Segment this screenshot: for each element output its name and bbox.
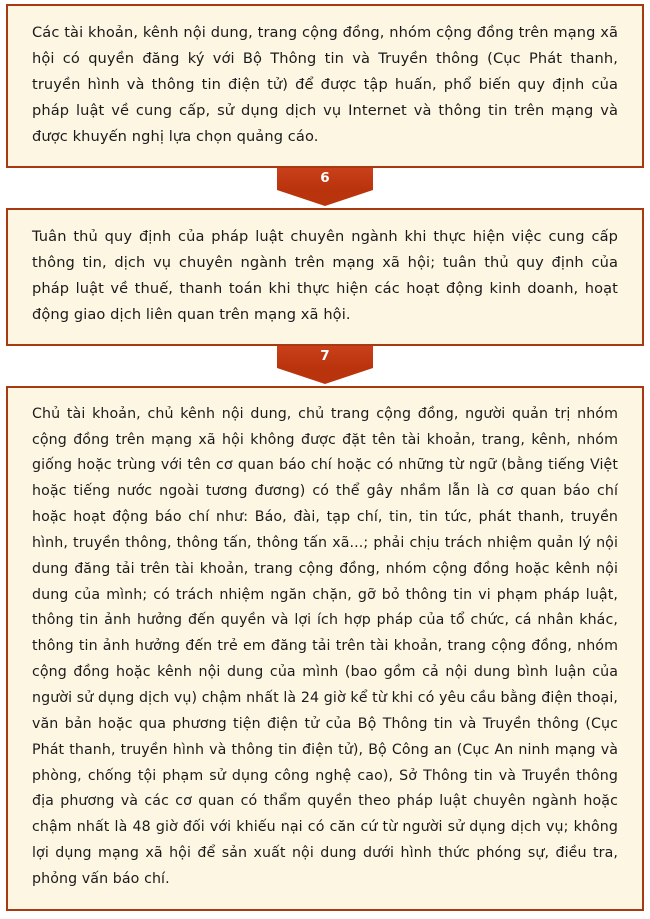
connector-label-7: 7 <box>320 347 330 364</box>
down-arrow-icon <box>277 168 373 206</box>
arrow-tip <box>277 190 373 206</box>
flow-node-7-text: Chủ tài khoản, chủ kênh nội dung, chủ trang cộng đồng, người quản trị nhóm cộng đồng trên mạng xã hội không được đặt tên tài khoản, trang, kênh, nhóm giống hoặc trùng với tên cơ quan báo chí hoặc có những từ ngữ (bằng tiếng Việt hoặc tiếng nước ngoài tương đương) có thể gây nhầm lẫn là cơ quan báo chí hoặc hoạt động báo chí như: Báo, đài, tạp chí, tin, tin tức, phát thanh, truyền hình, truyền thông, thông tấn, thông tấn xã...; phải chịu trách nhiệm quản lý nội dung đăng tải trên tài khoản, trang cộng đồng, nhóm cộng đồng hoặc kênh nội dung của mình; có trách nhiệm ngăn chặn, gỡ bỏ thông tin vi phạm pháp luật, thông tin ảnh hưởng đến quyền và lợi ích hợp pháp của tổ chức, cá nhân khác, thông tin ảnh hưởng đến trẻ em đăng tải trên tài khoản, trang cộng đồng, nhóm cộng đồng hoặc kênh nội dung của mình (bao gồm cả nội dung bình luận của người sử dụng dịch vụ) chậm nhất là 24 giờ kể từ khi có yêu cầu bằng điện thoại, văn bản hoặc qua phương tiện điện tử của Bộ Thông tin và Truyền thông (Cục Phát thanh, truyền hình và thông tin điện tử), Bộ Công an (Cục An ninh mạng và phòng, chống tội phạm sử dụng công nghệ cao), Sở Thông tin và Truyền thông địa phương và các cơ quan có thẩm quyền theo pháp luật chuyên ngành hoặc chậm nhất là 48 giờ đối với khiếu nại có căn cứ từ người sử dụng dịch vụ; không lợi dụng mạng xã hội để sản xuất nội dung dưới hình thức phóng sự, điều tra, phỏng vấn báo chí. <box>32 405 618 887</box>
flow-node-7 <box>6 386 644 911</box>
flow-connector-7 <box>6 346 644 386</box>
connector-label-6: 6 <box>320 170 330 187</box>
flow-node-6-text: Tuân thủ quy định của pháp luật chuyên ngành khi thực hiện việc cung cấp thông tin, dịch vụ chuyên ngành trên mạng xã hội; tuân thủ quy định của pháp luật về thuế, thanh toán khi thực hiện các hoạt động kinh doanh, hoạt động giao dịch liên quan trên mạng xã hội. <box>32 227 618 323</box>
arrow-tip <box>277 368 373 384</box>
flow-node-5 <box>6 4 644 168</box>
flow-node-5-text: Các tài khoản, kênh nội dung, trang cộng đồng, nhóm cộng đồng trên mạng xã hội có quyền đăng ký với Bộ Thông tin và Truyền thông (Cục Phát thanh, truyền hình và thông tin điện tử) để được tập huấn, phổ biến quy định của pháp luật về cung cấp, sử dụng dịch vụ Internet và thông tin trên mạng và được khuyến nghị lựa chọn quảng cáo. <box>32 24 618 145</box>
flow-node-6 <box>6 208 644 346</box>
down-arrow-icon <box>277 346 373 384</box>
flow-connector-6 <box>6 168 644 208</box>
